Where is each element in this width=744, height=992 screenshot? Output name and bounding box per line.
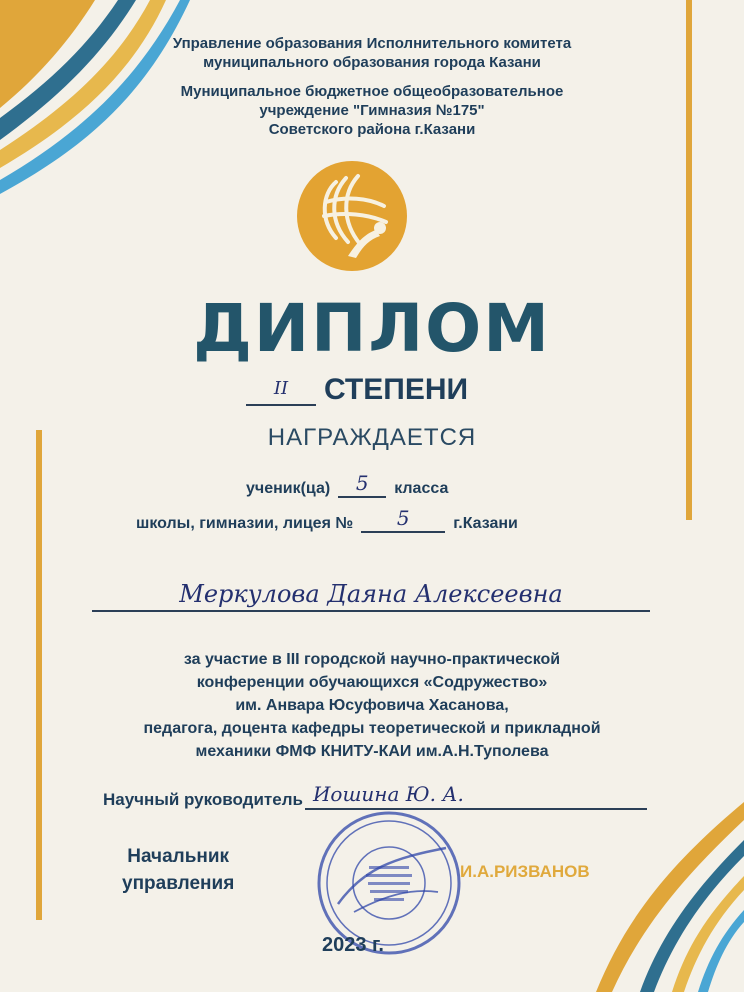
issue-year: 2023 г.: [322, 934, 384, 956]
school-name: [0, 82, 744, 139]
degree-value: II: [246, 372, 316, 406]
reason-line-2: конференции обучающихся «Содружество»: [196, 674, 548, 691]
award-reason: [0, 648, 744, 763]
authority-line-2: муниципального образования города Казани: [203, 54, 541, 71]
recipient-name: Меркулова Даяна Алексеевна: [179, 580, 563, 608]
reason-line-4: педагога, доцента кафедры теоретической и прикладной: [143, 720, 601, 737]
reason-line-5: механики ФМФ КНИТУ-КАИ им.А.Н.Туполева: [195, 743, 549, 760]
degree-label: СТЕПЕНИ: [324, 373, 469, 406]
grade-value: 5: [338, 472, 386, 498]
school-number-line: [136, 507, 518, 533]
advisor-name: Иошина Ю. А.: [305, 782, 647, 810]
awarded-label: НАГРАЖДАЕТСЯ: [267, 424, 477, 451]
reason-line-1: за участие в III городской научно-практической: [183, 651, 561, 668]
recipient-name-line: [92, 610, 650, 612]
school-line-2: учреждение "Гимназия №175": [259, 102, 485, 119]
school-number-value: 5: [361, 507, 445, 533]
city-label: г.Казани: [453, 515, 518, 532]
advisor-label: Научный руководитель: [103, 790, 303, 809]
school-line-3: Советского района г.Казани: [268, 121, 476, 138]
signatory-title-line-2: управления: [122, 873, 235, 894]
gymnasium-globe-logo: [296, 160, 408, 272]
school-line-1: Муниципальное бюджетное общеобразовательное: [180, 83, 564, 100]
authority-line-1: Управление образования Исполнительного комитета: [172, 35, 572, 52]
reason-line-3: им. Анвара Юсуфовича Хасанова,: [235, 697, 509, 714]
signatory-title-line-1: Начальник: [127, 846, 230, 867]
grade-suffix: класса: [394, 480, 449, 497]
issuing-authority: [0, 34, 744, 72]
diploma-title: ДИПЛОМ: [193, 290, 551, 367]
school-label: школы, гимназии, лицея №: [136, 515, 354, 532]
student-label: ученик(ца): [246, 480, 331, 497]
diploma-degree: [246, 372, 468, 406]
advisor-line: [103, 782, 647, 810]
student-grade-line: [246, 472, 448, 498]
signatory-name: И.А.РИЗВАНОВ: [460, 862, 590, 881]
signatory-title: [122, 843, 234, 897]
